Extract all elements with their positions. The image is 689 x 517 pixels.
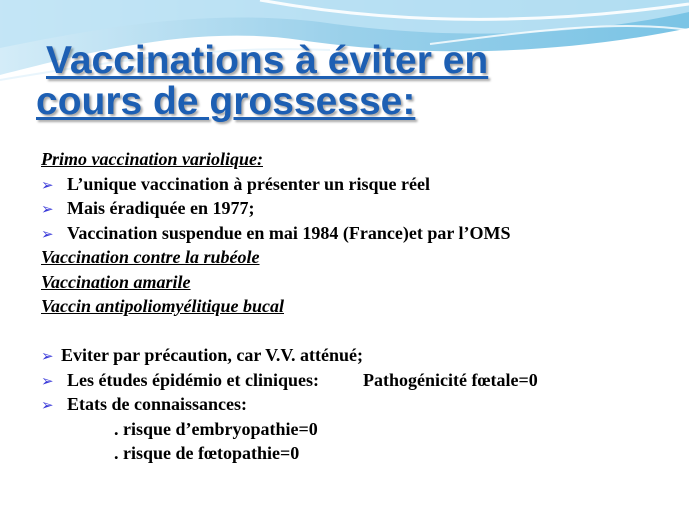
list-item: ➢ L’unique vaccination à présenter un risque réel (41, 172, 681, 197)
arrowhead-bullet-icon: ➢ (41, 347, 54, 365)
arrowhead-bullet-icon: ➢ (41, 396, 54, 414)
slide-title (36, 40, 676, 122)
arrowhead-bullet-icon: ➢ (41, 224, 54, 243)
list-item: ➢ Les études épidémio et cliniques: Pathogénicité fœtale=0 (41, 368, 681, 393)
list-item: ➢ Etats de connaissances: (41, 392, 681, 417)
list-item: ➢ Eviter par précaution, car V.V. atténué; (41, 343, 681, 368)
section-heading-polio: Vaccin antipoliomyélitique bucal (41, 296, 284, 316)
list-item: ➢ Mais éradiquée en 1977; (41, 196, 681, 221)
slide-body (41, 147, 681, 466)
section-heading-variole: Primo vaccination variolique: (41, 149, 263, 169)
sub-item-embryopathie: . risque d’embryopathie=0 (114, 418, 318, 439)
arrowhead-bullet-icon: ➢ (41, 175, 54, 194)
title-line-2: cours de grossesse: (36, 80, 416, 123)
arrowhead-bullet-icon: ➢ (41, 371, 54, 390)
sub-item-foetopathie: . risque de fœtopathie=0 (114, 443, 300, 463)
title-line-1: Vaccinations à éviter en (46, 39, 489, 82)
arrowhead-bullet-icon: ➢ (41, 200, 54, 218)
section-heading-rubeole: Vaccination contre la rubéole (41, 247, 260, 267)
section-heading-amarile: Vaccination amarile (41, 271, 191, 292)
list-item: ➢ Vaccination suspendue en mai 1984 (France)et par l’OMS (41, 221, 681, 246)
